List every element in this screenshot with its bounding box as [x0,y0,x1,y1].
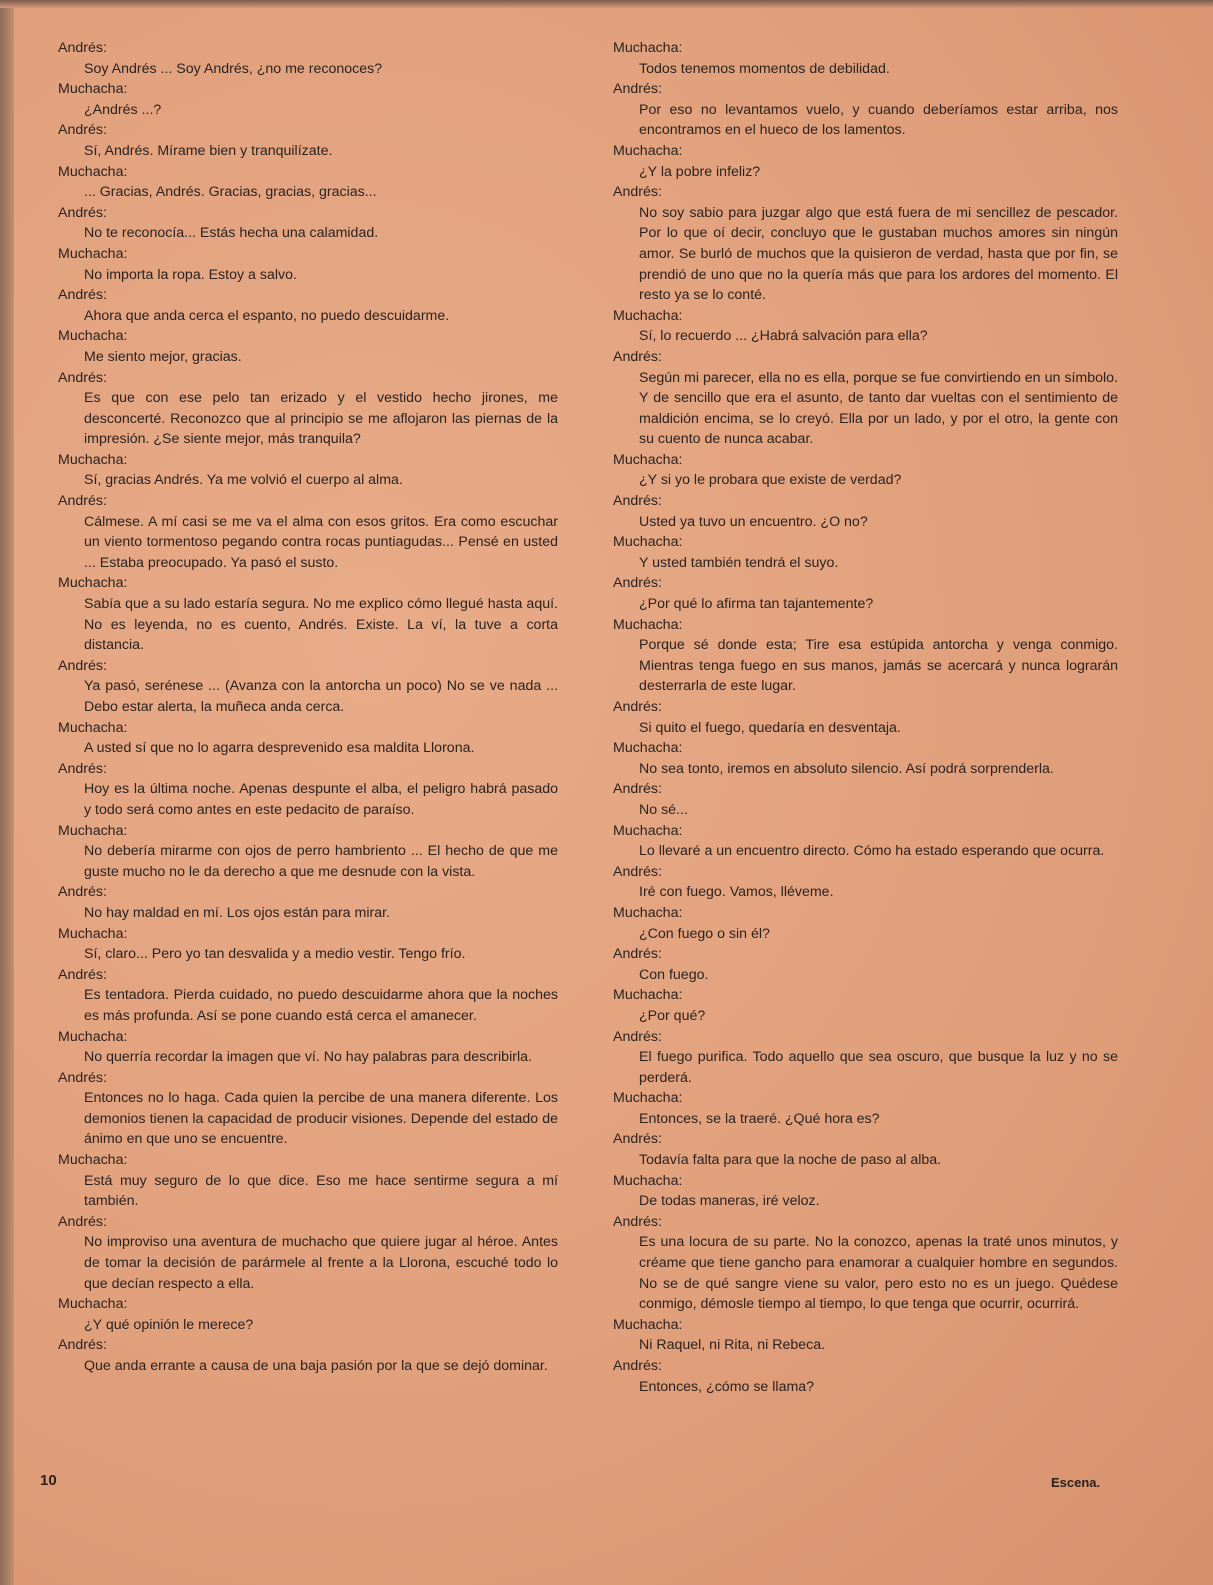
dialogue-entry [58,38,558,79]
dialogue-line: No sé... [639,801,688,818]
speaker-name: Andrés: [58,1337,107,1354]
left-column [58,38,558,1377]
speaker-name: Muchacha: [613,616,683,633]
dialogue-entry [58,244,558,285]
dialogue-entry [613,738,1118,779]
dialogue-line: Ni Raquel, ni Rita, ni Rebeca. [639,1337,826,1354]
speaker-name: Andrés: [613,946,662,963]
speaker-name: Andrés: [58,760,107,777]
dialogue-line: Es una locura de su parte. No la conozco, apenas la traté unos minutos, y créame que tiene gancho para enamorar a cualquier hombre en segundos. No se de qué sangre viene su valor, pero esto no es un juego. Quédese conmigo, démosle tiempo al tiempo, lo que tenga que ocurrir, ocurrirá. [639,1234,1118,1313]
speaker-name: Andrés: [613,1358,662,1374]
magazine-name: Escena. [1051,1475,1101,1490]
dialogue-line: Cálmese. A mí casi se me va el alma con esos gritos. Era como escuchar un viento tormentoso pegando contra rocas puntiagudas... Pensé en usted ... Estaba preocupado. Ya pasó el susto. [84,513,558,571]
speaker-name: Muchacha: [58,822,128,839]
dialogue-entry [613,1088,1118,1129]
speaker-name: Muchacha: [613,40,683,56]
dialogue-line: Es que con ese pelo tan erizado y el vestido hecho jirones, me desconcerté. Reconozco que al principio se me aflojaron las piernas de la impresión. ¿Se siente mejor, más tranquila? [84,390,558,448]
dialogue-line: Me siento mejor, gracias. [84,348,242,365]
dialogue-line: Por eso no levantamos vuelo, y cuando deberíamos estar arriba, nos encontramos en el hueco de los lamentos. [639,101,1118,139]
dialogue-entry [58,1027,558,1068]
dialogue-entry [58,326,558,367]
dialogue-line: Soy Andrés ... Soy Andrés, ¿no me reconoces? [84,60,383,77]
dialogue-entry [613,985,1118,1026]
dialogue-entry [58,1150,558,1212]
dialogue-line: Entonces no lo haga. Cada quien la percibe de una manera diferente. Los demonios tienen la capacidad de producir visiones. Depende del estado de ánimo en que uno se encuentre. [84,1090,558,1148]
dialogue-entry [58,882,558,923]
speaker-name: Andrés: [58,493,107,510]
dialogue-line: Sí, gracias Andrés. Ya me volvió el cuerpo al alma. [84,472,403,489]
dialogue-line: A usted sí que no lo agarra desprevenido esa maldita Llorona. [84,740,475,757]
dialogue-line: ¿Y qué opinión le merece? [84,1316,254,1333]
dialogue-line: Sí, Andrés. Mírame bien y tranquilízate. [84,142,333,159]
speaker-name: Andrés: [613,863,662,880]
speaker-name: Muchacha: [58,575,128,592]
right-column [613,38,1118,1397]
dialogue-line: Lo llevaré a un encuentro directo. Cómo ha estado esperando que ocurra. [639,843,1105,860]
dialogue-entry [58,285,558,326]
dialogue-line: No debería mirarme con ojos de perro hambriento ... El hecho de que me guste mucho no le da derecho a que me desnude con la vista. [84,843,558,880]
speaker-name: Muchacha: [58,1296,128,1313]
dialogue-line: Es tentadora. Pierda cuidado, no puedo descuidarme ahora que la noches es más profunda. Así se pone cuando está cerca el amanecer. [84,987,558,1024]
dialogue-line: ¿Y si yo le probara que existe de verdad? [639,472,902,489]
dialogue-line: Porque sé donde esta; Tire esa estúpida antorcha y venga conmigo. Mientras tenga fuego en sus manos, jamás se acercará y nunca lograrán desterrarla de este lugar. [639,637,1118,695]
speaker-name: Andrés: [58,884,107,901]
speaker-name: Muchacha: [58,719,128,736]
speaker-name: Muchacha: [613,740,683,757]
dialogue-entry [613,79,1118,141]
dialogue-line: Entonces, se la traeré. ¿Qué hora es? [639,1110,880,1127]
dialogue-line: No soy sabio para juzgar algo que está fuera de mi sencillez de pescador. Por lo que oí decir, concluyo que le gustaban muchos amores sin ningún amor. Se burló de muchos que la quisieron de verdad, hasta que por fin, se prendió de uno que no la quería más que para los ardores del momento. El resto ya se lo conté. [639,204,1118,304]
dialogue-entry [58,656,558,718]
dialogue-entry [58,1068,558,1150]
speaker-name: Muchacha: [58,328,128,345]
dialogue-line: No querría recordar la imagen que ví. No hay palabras para describirla. [84,1049,532,1066]
dialogue-entry [58,203,558,244]
dialogue-line: Si quito el fuego, quedaría en desventaja. [639,719,901,736]
speaker-name: Muchacha: [613,904,683,921]
dialogue-line: De todas maneras, iré veloz. [639,1193,820,1210]
dialogue-line: Usted ya tuvo un encuentro. ¿O no? [639,513,868,530]
dialogue-entry [613,347,1118,450]
speaker-name: Andrés: [58,40,107,56]
dialogue-entry [58,368,558,450]
dialogue-line: No sea tonto, iremos en absoluto silencio. Así podrá sorprenderla. [639,760,1054,777]
dialogue-entry [58,965,558,1027]
dialogue-line: Ya pasó, serénese ... (Avanza con la antorcha un poco) No se ve nada ... Debo estar alerta, la muñeca anda cerca. [84,678,558,715]
dialogue-entry [613,697,1118,738]
dialogue-line: Ahora que anda cerca el espanto, no puedo descuidarme. [84,307,450,324]
dialogue-entry [613,532,1118,573]
dialogue-entry [613,573,1118,614]
dialogue-line: ¿Con fuego o sin él? [639,925,770,942]
dialogue-line: Entonces, ¿cómo se llama? [639,1378,815,1395]
dialogue-entry [613,1315,1118,1356]
speaker-name: Andrés: [58,122,107,139]
speaker-name: Andrés: [613,1028,662,1045]
dialogue-line: No hay maldad en mí. Los ojos están para mirar. [84,904,390,921]
dialogue-line: Y usted también tendrá el suyo. [639,554,839,571]
dialogue-line: ... Gracias, Andrés. Gracias, gracias, gracias... [84,184,377,201]
dialogue-entry [613,779,1118,820]
dialogue-entry [58,1335,558,1376]
dialogue-entry [58,718,558,759]
speaker-name: Andrés: [58,657,107,674]
page-edge-top [0,0,1213,8]
speaker-name: Andrés: [58,204,107,221]
dialogue-entry [58,120,558,161]
dialogue-line: El fuego purifica. Todo aquello que sea oscuro, que busque la luz y no se perderá. [639,1049,1118,1086]
speaker-name: Andrés: [613,1131,662,1148]
dialogue-entry [613,1027,1118,1089]
page-edge-left [0,0,14,1585]
dialogue-line: Sí, lo recuerdo ... ¿Habrá salvación para ella? [639,328,928,345]
speaker-name: Muchacha: [58,1152,128,1169]
speaker-name: Andrés: [613,184,662,201]
dialogue-line: Sí, claro... Pero yo tan desvalida y a medio vestir. Tengo frío. [84,946,466,963]
speaker-name: Muchacha: [58,163,128,180]
dialogue-entry [613,306,1118,347]
dialogue-line: Está muy seguro de lo que dice. Eso me hace sentirme segura a mí también. [84,1172,558,1210]
speaker-name: Muchacha: [613,534,683,551]
dialogue-line: Hoy es la última noche. Apenas despunte el alba, el peligro habrá pasado y todo será como antes en este pedacito de paraíso. [84,781,558,818]
speaker-name: Andrés: [613,1213,662,1230]
speaker-name: Andrés: [58,369,107,386]
speaker-name: Muchacha: [613,1172,683,1189]
speaker-name: Andrés: [58,966,107,983]
dialogue-line: Con fuego. [639,966,709,983]
speaker-name: Muchacha: [58,925,128,942]
speaker-name: Muchacha: [58,81,128,98]
dialogue-line: Sabía que a su lado estaría segura. No me explico cómo llegué hasta aquí. No es leyenda, no es cuento, Andrés. Existe. La ví, la tuve a corta distancia. [84,596,558,654]
speaker-name: Andrés: [58,1069,107,1086]
speaker-name: Muchacha: [613,142,683,159]
dialogue-entry [613,182,1118,306]
dialogue-entry [58,450,558,491]
dialogue-entry [613,944,1118,985]
speaker-name: Andrés: [613,575,662,592]
dialogue-entry [58,162,558,203]
dialogue-line: ¿Por qué lo afirma tan tajantemente? [639,596,874,613]
speaker-name: Andrés: [58,1213,107,1230]
speaker-name: Muchacha: [58,1028,128,1045]
dialogue-line: Todavía falta para que la noche de paso al alba. [639,1152,942,1169]
speaker-name: Andrés: [613,348,662,365]
dialogue-entry [613,862,1118,903]
dialogue-line: No improviso una aventura de muchacho que quiere jugar al héroe. Antes de tomar la decisión de parármele al frente a la Llorona, escuché todo lo que decían respecto a ella. [84,1234,558,1292]
dialogue-entry [613,821,1118,862]
dialogue-entry [613,141,1118,182]
speaker-name: Muchacha: [613,1316,683,1333]
dialogue-entry [613,1171,1118,1212]
dialogue-line: ¿Andrés ...? [84,101,162,118]
dialogue-line: Según mi parecer, ella no es ella, porque se fue convirtiendo en un símbolo. Y de sencillo que era el asunto, de tanto dar vueltas con el sentimiento de maldición encima, se lo creyó. Ella por un lado, y por el otro, la gente con su cuento de nunca acabar. [639,369,1118,448]
speaker-name: Muchacha: [613,1090,683,1107]
dialogue-line: Que anda errante a causa de una baja pasión por la que se dejó dominar. [84,1358,548,1374]
dialogue-entry [613,615,1118,697]
dialogue-line: No importa la ropa. Estoy a salvo. [84,266,297,283]
dialogue-entry [58,1294,558,1335]
dialogue-entry [58,573,558,655]
speaker-name: Andrés: [58,287,107,304]
speaker-name: Muchacha: [58,245,128,262]
dialogue-line: No te reconocía... Estás hecha una calamidad. [84,225,379,242]
dialogue-entry [613,38,1118,79]
dialogue-entry [613,450,1118,491]
dialogue-entry [58,924,558,965]
speaker-name: Muchacha: [613,987,683,1004]
dialogue-line: ¿Por qué? [639,1007,706,1024]
dialogue-entry [613,491,1118,532]
dialogue-entry [58,759,558,821]
dialogue-entry [613,903,1118,944]
dialogue-line: ¿Y la pobre infeliz? [639,163,761,180]
dialogue-entry [58,821,558,883]
speaker-name: Andrés: [613,81,662,98]
dialogue-entry [58,1212,558,1294]
speaker-name: Andrés: [613,699,662,715]
dialogue-entry [613,1356,1118,1397]
dialogue-line: Todos tenemos momentos de debilidad. [639,60,890,77]
page-number: 10 [40,1472,57,1489]
speaker-name: Muchacha: [613,307,683,324]
speaker-name: Muchacha: [613,822,683,839]
speaker-name: Andrés: [613,781,662,798]
dialogue-entry [58,79,558,120]
speaker-name: Muchacha: [58,451,128,468]
dialogue-entry [58,491,558,573]
speaker-name: Muchacha: [613,451,683,468]
dialogue-entry [613,1212,1118,1315]
dialogue-line: Iré con fuego. Vamos, lléveme. [639,884,834,901]
speaker-name: Andrés: [613,493,662,510]
dialogue-entry [613,1129,1118,1170]
